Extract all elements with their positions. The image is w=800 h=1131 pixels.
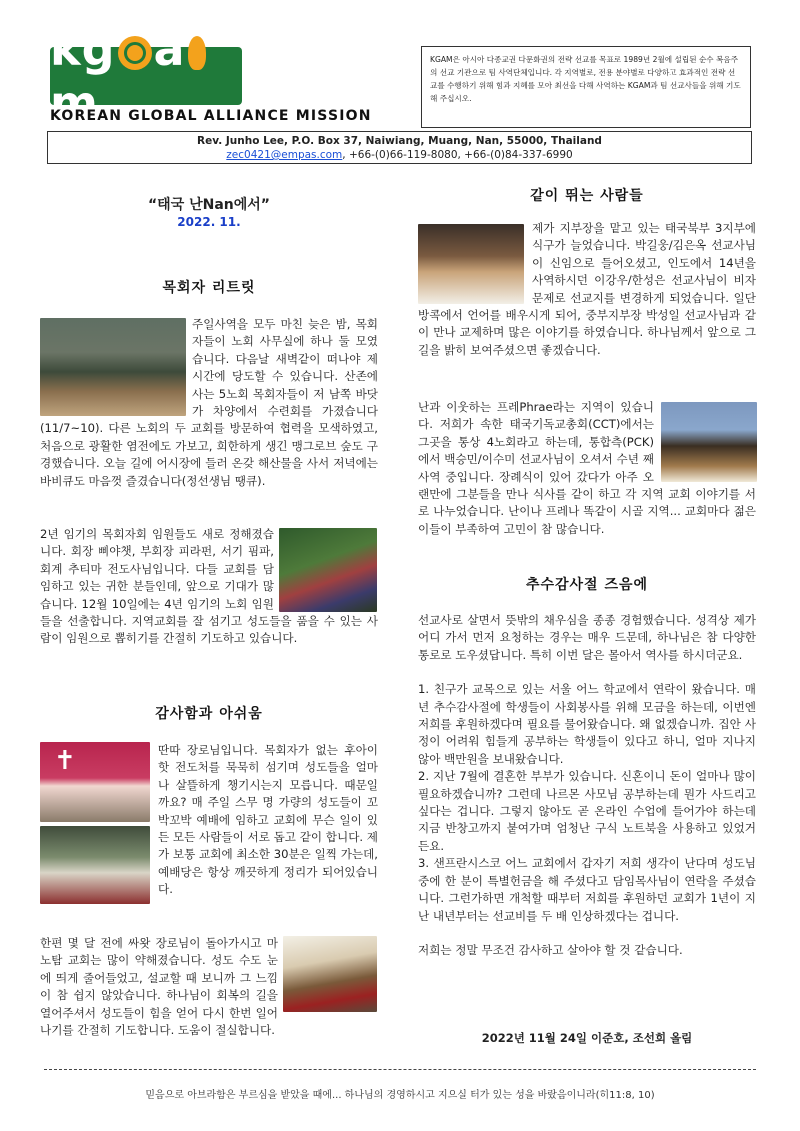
thanksgiving-item-1: 1. 친구가 교목으로 있는 서울 어느 학교에서 연락이 왔습니다. 매년 추수감사절에 학생들이 사회봉사를 위해 모금을 하는데, 이번엔 저희를 후원하겠다며 필요를 물어왔습니다. 왜 없겠습니까. 집안 사정이 어려워 힘들게 공부하는 학생들이 있다고 하니, 얼마 지나지 않아 백만원을 보내왔습니다. (418, 682, 756, 766)
retreat-paragraph-1: 주일사역을 모두 마친 늦은 밤, 목회자들이 노회 사무실에 하나 둘 모였습니다. 다음날 새벽같이 떠나야 제시간에 당도할 수 있습니다. 산존에 사는 5노회 목회자들이 저 남쪽 바닷가 차양에서 수련회를 가졌습니다(11/7~10). 다른 노회의 두 교회를 방문하여 협력을 모색하였고, 처음으로 광활한 염전에도 가보고, 희한하게 생긴 맹그로브 숲도 구경했습니다. 오늘 길에 어시장에 들러 온갖 해산물을 사서 저녁에는 바비큐도 마음껏 즐겼습니다(정선생님 땡큐). (40, 317, 378, 488)
globe-icon (118, 36, 152, 70)
float-spacer (418, 220, 532, 306)
section-heading-thanks: 감사함과 아쉬움 (155, 706, 263, 722)
logo-text: kg am (50, 22, 242, 130)
flame-icon (188, 36, 206, 70)
retreat-paragraph-2: 2년 임기의 목회자회 임원들도 새로 정해졌습니다. 회장 삐야챗, 부회장 피라펀, 서기 핌파, 회계 추티마 전도사님입니다. 다들 교회를 담임하고 있는 귀한 분들인데, 앞으로 기대가 많습니다. 12월 10일에는 4년 임기의 노회 임원들을 선출합니다. 지역교회를 잘 섬기고 성도들을 품을 수 있는 사람이 임원으로 뽑히기를 간절히 기도하고 있습니다. (40, 527, 378, 646)
float-spacer (40, 316, 192, 416)
float-spacer (274, 526, 378, 612)
coworkers-paragraph-1: 제가 지부장을 맡고 있는 태국북부 3지부에 식구가 늘었습니다. 박길웅/김은옥 선교사님이 신임으로 들어오셨고, 인도에서 14년을 사역하시던 이강우/한성은 선교사님이 비자 문제로 선교지를 변경하게 되었습니다. 일단 방콕에서 언어를 배우시게 되어, 중부지부장 박성일 선교사님과 같이 만나 교제하며 많은 이야기를 하였습니다. 하나님께서 앞으로 그 길을 밝히 보여주셨으면 좋겠습니다. (418, 221, 756, 357)
phones: , +66-(0)66-119-8080, +66-(0)84-337-6990 (342, 149, 573, 161)
cross-icon: ✝ (54, 746, 76, 776)
thanksgiving-intro: 선교사로 살면서 뜻밖의 채우심을 종종 경험했습니다. 성격상 제가 어디 가서 먼저 요청하는 경우는 매우 드문데, 하나님은 참 다양한 통로로 도우셨답니다. 특히 이번 달은 몰아서 역사를 하시더군요. (418, 613, 756, 662)
section-heading-coworkers: 같이 뛰는 사람들 (530, 188, 644, 204)
thanks-paragraph-2: 한편 몇 달 전에 싸왓 장로님이 돌아가시고 마노탐 교회는 많이 약해졌습니다. 성도 수도 눈에 띄게 줄어들었고, 설교할 때 보니까 그 느낌이 참 쉽지 않았습니다. 하나님이 회복의 길을 열어주셔서 성도들이 힘을 얻어 다시 한번 일어나기를 간절히 기도합니다. 도움이 절실합니다. (40, 935, 378, 1039)
footer-divider (44, 1069, 756, 1070)
contact-line (48, 148, 751, 162)
float-spacer (278, 935, 378, 1015)
footer-verse: 믿음으로 아브라함은 부르심을 받았을 때에... 하나님의 경영하시고 지으실 터가 있는 성을 바랐음이니라(히11:8, 10) (145, 1090, 655, 1101)
thanksgiving-item-3: 3. 샌프란시스코 어느 교회에서 갑자기 저희 생각이 난다며 성도님 중에 한 분이 특별헌금을 해 주셨다고 담임목사님이 연락을 주셨습니다. 그런가하면 개척할 때부터 저희를 후원하던 교회가 1년이 지난 내년부터는 선교비를 두 배 인상하겠다는 겁니다. (418, 856, 756, 923)
float-spacer (654, 399, 756, 485)
section-heading-thanksgiving: 추수감사절 즈음에 (525, 577, 649, 593)
thanks-paragraph-1: 딴따 장로님입니다. 목회자가 없는 후아이핫 전도처를 묵묵히 섬기며 성도들을 얼마나 살뜰하게 챙기시는지 모릅니다. 때문일까요? 매 주일 스무 명 가량의 성도들이 꼬박꼬박 예배에 임하고 교회에 무슨 일이 있든 모든 사람들이 서로 돕고 같이 합니다. 제가 보통 교회에 최소한 30분은 일찍 가는데, 예배당은 항상 깨끗하게 정리가 되어있습니다. (40, 742, 378, 910)
email-link[interactable]: zec0421@empas.com (226, 149, 343, 161)
address-line: Rev. Junho Lee, P.O. Box 37, Naiwiang, Muang, Nan, 55000, Thailand (197, 135, 602, 147)
left-column (40, 197, 378, 232)
org-name: KOREAN GLOBAL ALLIANCE MISSION (50, 108, 372, 124)
thanksgiving-closing: 저희는 정말 무조건 감사하고 살아야 할 것 같습니다. (418, 942, 683, 957)
thanksgiving-item-2: 2. 지난 7월에 결혼한 부부가 있습니다. 신혼이니 돈이 얼마나 많이 필요하겠습니까? 그런데 나르몬 사모님 공부하는데 뭔가 사드리고 싶다는 겁니다. 그렇지 않아도 곧 온라인 수업에 들어가야 하는데 지금 반창고까지 붙여가며 엄청난 구식 노트북을 사용하고 있었거든요. (418, 769, 756, 853)
intro-box: KGAM은 아시아 다종교권 다문화권의 전략 선교를 목표로 1989년 2월에 설립된 순수 복음주의 선교 기관으로 팀 사역단체입니다. 각 지역별로, 전용 분야별로 다양하고 효과적인 전략 선교를 수행하기 위해 힘과 지혜를 모아 최선을 다해 사역하는 KGAM과 팀 선교사들을 위해 기도해 주십시오. (421, 46, 751, 128)
page-date: 2022. 11. (177, 215, 241, 230)
thanksgiving-body (418, 612, 756, 959)
float-spacer (40, 742, 158, 910)
section-heading-retreat: 목회자 리트릿 (162, 280, 256, 296)
page-title: “태국 난Nan에서” (147, 197, 271, 213)
address-box (47, 131, 752, 164)
signature: 2022년 11월 24일 이준호, 조선희 올림 (481, 1031, 693, 1045)
coworkers-paragraph-2: 난과 이웃하는 프레Phrae라는 지역이 있습니다. 저희가 속한 태국기독교총회(CCT)에서는 그곳을 통상 4노회라고 하는데, 통합측(PCK)에서 백승민/이수미 선교사님이 오셔서 수년 째 사역 중입니다. 장례식이 있어 갔다가 아주 오랜만에 그분들을 만나 식사를 같이 하고 각 지역 교회 이야기를 서로 나누었습니다. 난이나 프레나 똑같이 시골 지역... 교회마다 젊은이들이 부족하여 고민이 참 많습니다. (418, 400, 756, 536)
